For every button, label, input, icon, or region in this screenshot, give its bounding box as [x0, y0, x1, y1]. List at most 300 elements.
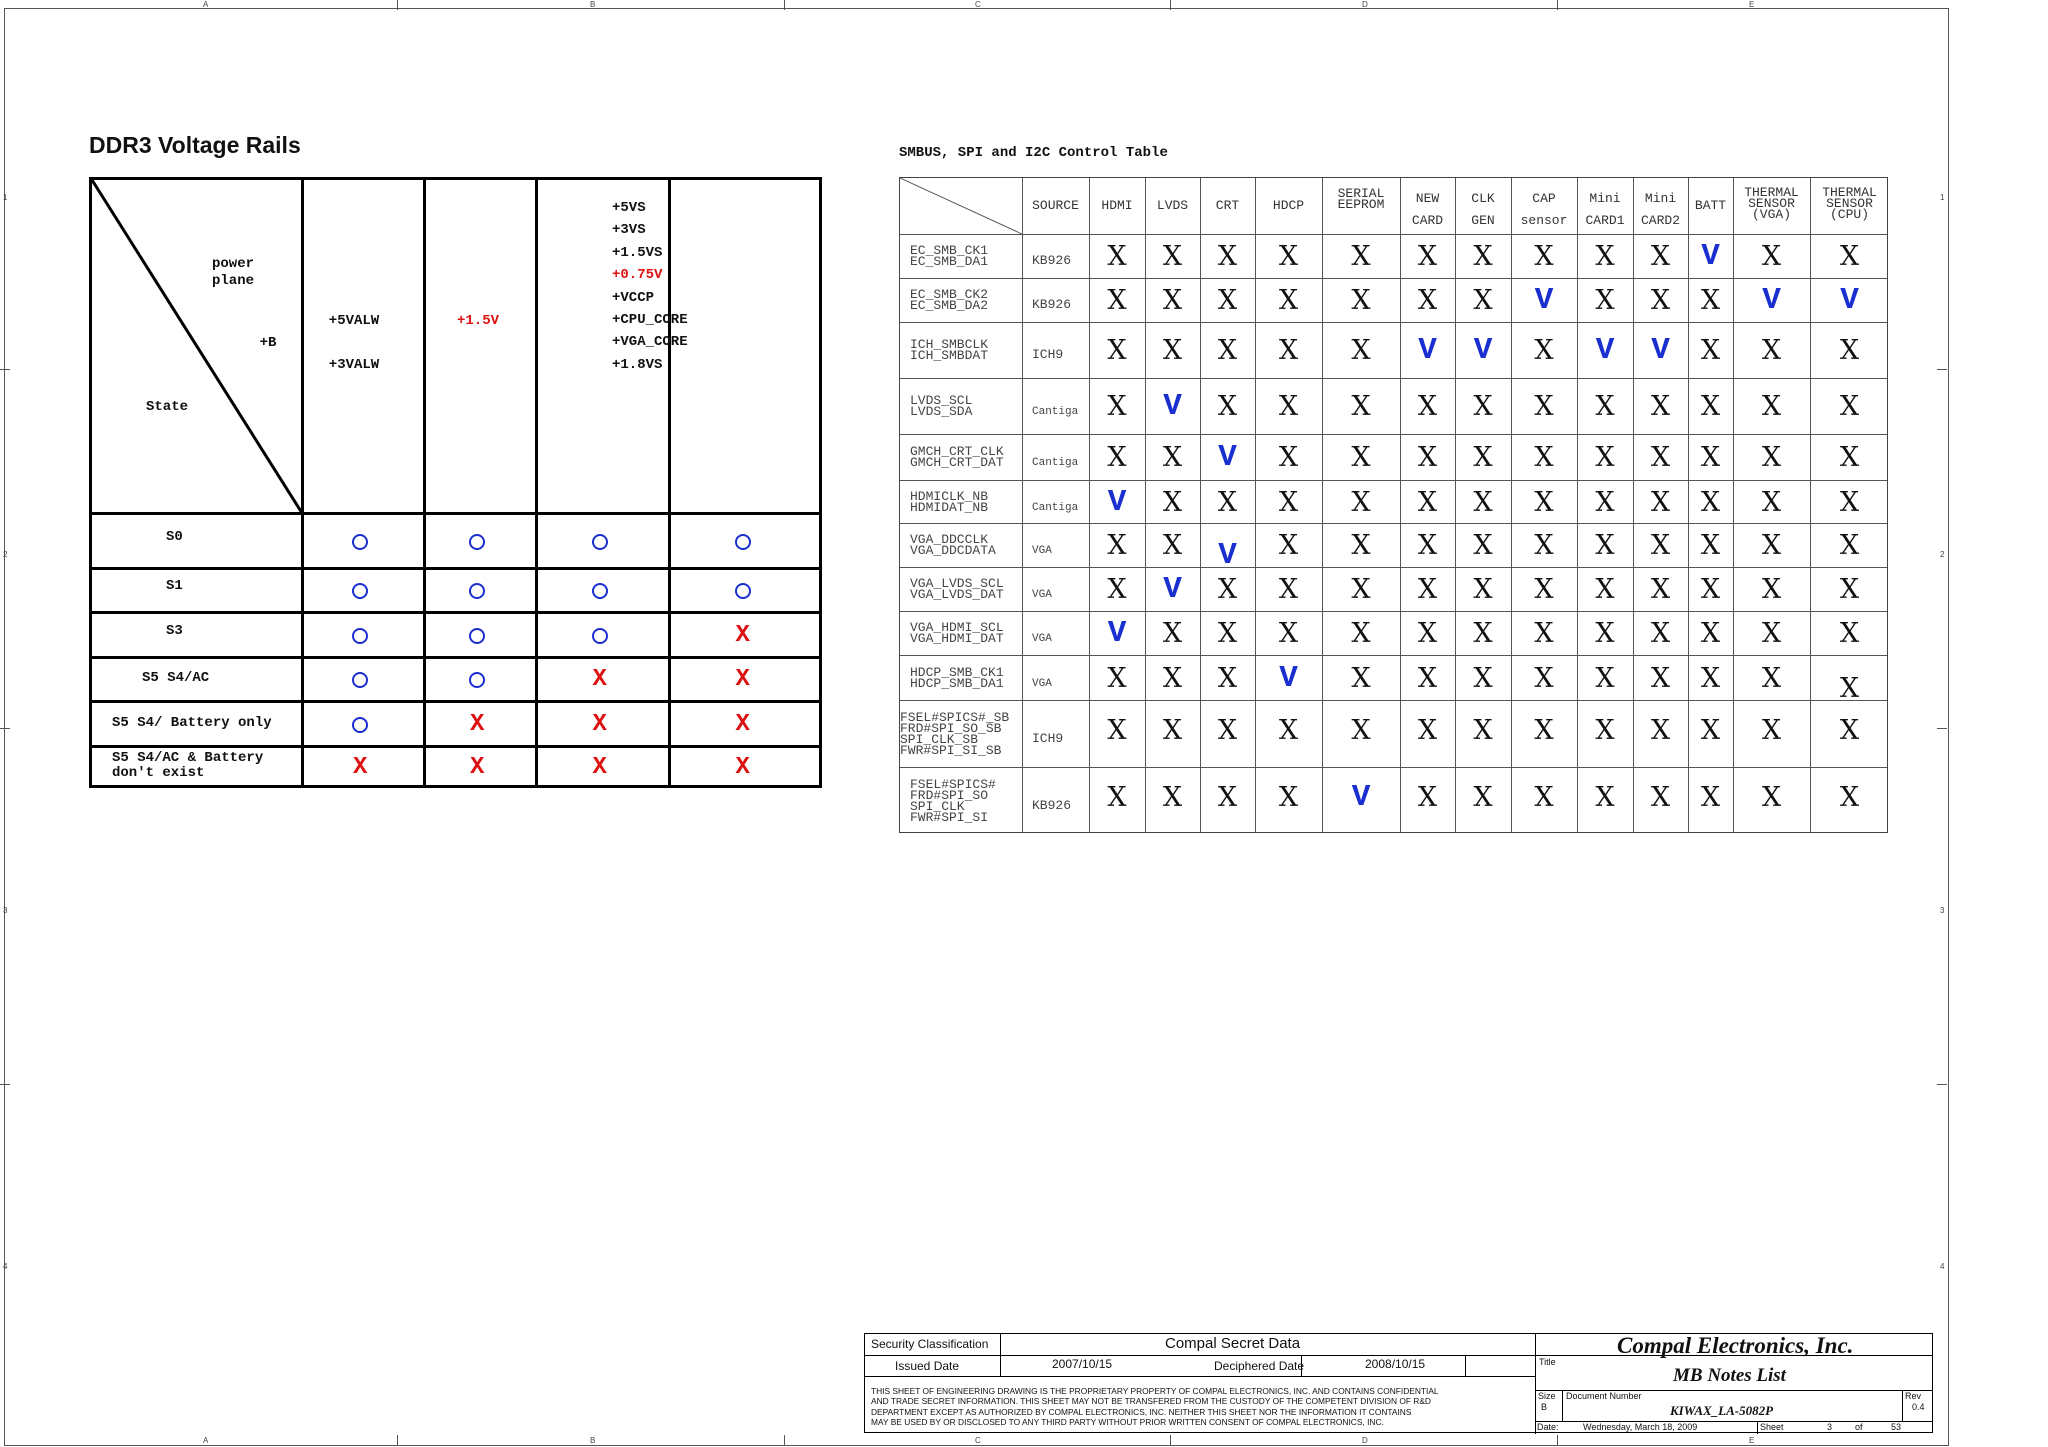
disabled-mark: X — [1595, 285, 1615, 316]
disabled-mark: X — [1700, 442, 1721, 473]
disabled-mark: X — [1473, 618, 1493, 649]
rail-off-marker: X — [592, 754, 607, 781]
enabled-mark: V — [1107, 484, 1127, 520]
disabled-mark: X — [1351, 335, 1371, 366]
rail-off-marker: X — [735, 621, 750, 649]
signal-name: HDCP_SMB_CK1 HDCP_SMB_DA1 — [910, 664, 1004, 691]
disabled-mark: X — [1761, 574, 1782, 605]
disabled-mark: X — [1473, 391, 1493, 422]
disabled-mark: X — [1534, 530, 1554, 561]
disabled-mark: X — [1839, 714, 1860, 746]
rail-on-marker — [352, 672, 368, 688]
disabled-mark: X — [1700, 618, 1721, 649]
disabled-mark: X — [1162, 714, 1183, 746]
security-value: Compal Secret Data — [1165, 1335, 1301, 1352]
smbus-title: SMBUS, SPI and I2C Control Table — [899, 145, 1168, 161]
column-divider — [1022, 178, 1023, 832]
of-label: of — [1855, 1422, 1863, 1432]
zone-row-label: 3 — [1940, 906, 1945, 915]
zone-tick — [0, 369, 10, 370]
disabled-mark: X — [1534, 574, 1554, 605]
enabled-mark: V — [1762, 283, 1781, 318]
disabled-mark: X — [1761, 241, 1782, 272]
disabled-mark: X — [1650, 714, 1671, 746]
signal-name: FSEL#SPICS#_SB FRD#SPI_SO_SB SPI_CLK_SB FWR#SPI_SI_SB — [900, 709, 1010, 758]
rail-off-marker: X — [735, 666, 750, 693]
disabled-mark: X — [1473, 662, 1493, 694]
zone-row-label: 4 — [3, 1262, 8, 1271]
disabled-mark: X — [1278, 574, 1299, 605]
rail-off-marker: X — [470, 710, 485, 738]
disabled-mark: X — [1595, 391, 1615, 422]
disabled-mark: X — [1217, 486, 1238, 518]
disabled-mark: X — [1217, 714, 1238, 746]
column-header: SERIAL EEPROM — [1337, 186, 1385, 212]
disabled-mark: X — [1417, 714, 1438, 746]
disabled-mark: X — [1534, 335, 1554, 366]
zone-row-label: 1 — [3, 193, 8, 202]
zone-col-label: E — [1749, 1436, 1755, 1445]
disabled-mark: X — [1278, 714, 1299, 746]
row-divider — [92, 656, 819, 659]
rev-label: Rev — [1905, 1391, 1922, 1401]
row-divider — [900, 322, 1887, 323]
disabled-mark: X — [1761, 618, 1782, 649]
zone-tick — [1170, 0, 1171, 10]
column-divider — [1400, 178, 1401, 832]
power-plane-label: power plane — [212, 256, 255, 289]
disabled-mark: X — [1473, 574, 1493, 605]
disabled-mark: X — [1761, 335, 1782, 366]
document-number: KIWAX_LA-5082P — [1670, 1403, 1774, 1418]
zone-tick — [0, 728, 10, 729]
disabled-mark: X — [1650, 391, 1671, 422]
disabled-mark: X — [1351, 618, 1371, 649]
zone-row-label: 1 — [1940, 193, 1945, 202]
column-header-line: +1.8VS — [612, 356, 663, 373]
signal-source: VGA — [1032, 677, 1052, 690]
enabled-mark: V — [1473, 333, 1493, 368]
zone-col-label: C — [975, 0, 981, 9]
size-label: Size — [1538, 1391, 1556, 1401]
state-row-label: S5 S4/AC & Battery don't exist — [112, 750, 264, 781]
zone-tick — [397, 1435, 398, 1445]
rail-off-marker: X — [470, 754, 485, 781]
column-divider — [1577, 178, 1578, 832]
zone-tick — [784, 1435, 785, 1445]
row-divider — [900, 767, 1887, 768]
zone-tick — [1557, 1435, 1558, 1445]
signal-source: ICH9 — [1032, 347, 1064, 362]
disabled-mark: X — [1650, 486, 1671, 518]
signal-source: KB926 — [1032, 297, 1072, 312]
disabled-mark: X — [1278, 530, 1299, 561]
rev-value: 0.4 — [1912, 1402, 1925, 1412]
rail-off-marker: X — [592, 666, 607, 693]
disabled-mark: X — [1761, 486, 1782, 518]
column-divider — [1322, 178, 1323, 832]
disabled-mark: X — [1162, 781, 1183, 813]
disabled-mark: X — [1351, 530, 1371, 561]
column-divider — [1733, 178, 1734, 832]
disabled-mark: X — [1417, 241, 1438, 272]
rail-on-marker — [352, 717, 368, 733]
size-value: B — [1541, 1402, 1548, 1412]
disabled-mark: X — [1839, 442, 1860, 473]
disabled-mark: X — [1839, 781, 1860, 813]
disabled-mark: X — [1595, 618, 1615, 649]
enabled-mark: V — [1595, 333, 1615, 368]
enabled-mark: V — [1107, 616, 1127, 651]
zone-col-label: A — [203, 1436, 209, 1445]
disabled-mark: X — [1650, 530, 1671, 561]
disabled-mark: X — [1417, 391, 1438, 422]
disabled-mark: X — [1595, 714, 1615, 746]
disabled-mark: X — [1700, 574, 1721, 605]
signal-source: VGA — [1032, 545, 1052, 557]
column-header-line: +0.75V — [612, 267, 663, 284]
enabled-mark: V — [1279, 660, 1298, 696]
row-divider — [92, 700, 819, 703]
corner-diagonal — [900, 178, 1022, 234]
disabled-mark: X — [1278, 285, 1299, 316]
zone-tick — [784, 0, 785, 10]
rail-off-marker: X — [735, 754, 750, 781]
signal-name: FSEL#SPICS# FRD#SPI_SO SPI_CLK FWR#SPI_SI — [910, 776, 996, 825]
disabled-mark: X — [1351, 285, 1371, 316]
column-divider — [423, 180, 426, 785]
rail-off-marker: X — [735, 710, 750, 738]
disabled-mark: X — [1700, 486, 1721, 518]
signal-source: KB926 — [1032, 253, 1072, 268]
enabled-mark: V — [1701, 239, 1720, 274]
zone-tick — [1937, 728, 1947, 729]
title-label: Title — [1539, 1357, 1556, 1367]
signal-name: GMCH_CRT_CLK GMCH_CRT_DAT — [910, 444, 1004, 470]
disabled-mark: X — [1534, 391, 1554, 422]
disabled-mark: X — [1107, 781, 1127, 813]
row-divider — [92, 611, 819, 614]
row-divider — [900, 567, 1887, 568]
signal-name: HDMICLK_NB HDMIDAT_NB — [910, 488, 989, 515]
disabled-mark: X — [1217, 618, 1238, 649]
sheet-label: Sheet — [1760, 1422, 1784, 1432]
disabled-mark: X — [1700, 781, 1721, 813]
row-divider — [900, 655, 1887, 656]
zone-tick — [1937, 1084, 1947, 1085]
zone-row-label: 2 — [1940, 550, 1945, 559]
disabled-mark: X — [1107, 714, 1127, 746]
disabled-mark: X — [1650, 241, 1671, 272]
disabled-mark: X — [1217, 335, 1238, 366]
column-divider — [1089, 178, 1090, 832]
column-header-line: +3VS — [612, 222, 646, 239]
disabled-mark: X — [1162, 618, 1183, 649]
disabled-mark: X — [1595, 241, 1615, 272]
disabled-mark: X — [1107, 574, 1127, 605]
disabled-mark: X — [1473, 442, 1493, 473]
enabled-mark: V — [1218, 440, 1237, 475]
column-header-line: +VGA_CORE — [612, 334, 688, 351]
column-divider — [1810, 178, 1811, 832]
rail-off-marker: X — [592, 710, 607, 738]
disabled-mark: X — [1351, 241, 1371, 272]
enabled-mark: V — [1418, 333, 1437, 368]
column-header: HDCP — [1272, 198, 1305, 213]
signal-name: EC_SMB_CK1 EC_SMB_DA1 — [910, 243, 989, 269]
disabled-mark: X — [1700, 714, 1721, 746]
disabled-mark: X — [1162, 530, 1183, 561]
ddr3-voltage-table — [89, 177, 822, 788]
rail-on-marker — [469, 628, 485, 644]
signal-source: VGA — [1032, 589, 1052, 601]
disabled-mark: X — [1107, 285, 1127, 316]
disabled-mark: X — [1417, 442, 1438, 473]
disabled-mark: X — [1417, 530, 1438, 561]
disabled-mark: X — [1595, 486, 1615, 518]
title-block — [864, 1333, 1933, 1433]
disabled-mark: X — [1217, 574, 1238, 605]
disabled-mark: X — [1761, 714, 1782, 746]
row-divider — [92, 567, 819, 570]
disabled-mark: X — [1417, 781, 1438, 813]
column-header: BATT — [1694, 198, 1727, 213]
disabled-mark: X — [1107, 442, 1127, 473]
disabled-mark: X — [1534, 781, 1554, 813]
row-divider — [900, 480, 1887, 481]
rail-on-marker — [592, 534, 608, 550]
disabled-mark: X — [1473, 781, 1493, 813]
disabled-mark: X — [1162, 442, 1183, 473]
rail-on-marker — [352, 534, 368, 550]
disabled-mark: X — [1595, 662, 1615, 694]
column-divider — [535, 180, 538, 785]
row-divider — [900, 234, 1887, 235]
disabled-mark: X — [1534, 662, 1554, 694]
rail-on-marker — [469, 672, 485, 688]
column-header-line: +1.5V — [457, 313, 500, 329]
zone-row-label: 2 — [3, 550, 8, 559]
signal-name: LVDS_SCL LVDS_SDA — [910, 393, 973, 419]
date-value: Wednesday, March 18, 2009 — [1583, 1422, 1698, 1432]
disabled-mark: X — [1839, 618, 1860, 649]
disabled-mark: X — [1278, 391, 1299, 422]
disabled-mark: X — [1217, 391, 1238, 422]
disabled-mark: X — [1761, 530, 1782, 561]
disabled-mark: X — [1700, 285, 1721, 316]
column-header: NEW CARD — [1411, 191, 1444, 228]
signal-name: VGA_HDMI_SCL VGA_HDMI_DAT — [910, 620, 1004, 646]
enabled-mark: V — [1163, 389, 1182, 424]
disabled-mark: X — [1839, 530, 1860, 561]
disabled-mark: X — [1650, 781, 1671, 813]
signal-name: EC_SMB_CK2 EC_SMB_DA2 — [910, 287, 989, 313]
disabled-mark: X — [1700, 335, 1721, 366]
rail-on-marker — [352, 628, 368, 644]
zone-tick — [397, 0, 398, 10]
disabled-mark: X — [1278, 442, 1299, 473]
disabled-mark: X — [1162, 486, 1183, 518]
zone-col-label: E — [1749, 0, 1755, 9]
column-header: LVDS — [1156, 198, 1189, 213]
signal-source: ICH9 — [1032, 730, 1064, 746]
zone-row-label: 4 — [1940, 1262, 1945, 1271]
disabled-mark: X — [1417, 285, 1438, 316]
disabled-mark: X — [1417, 662, 1438, 694]
zone-tick — [1937, 369, 1947, 370]
deciphered-value: 2008/10/15 — [1365, 1357, 1426, 1371]
column-header: HDMI — [1101, 198, 1133, 213]
row-divider — [900, 378, 1887, 379]
row-divider — [900, 434, 1887, 435]
disabled-mark: X — [1650, 574, 1671, 605]
disabled-mark: X — [1351, 486, 1371, 518]
disabled-mark: X — [1839, 391, 1860, 422]
rail-on-marker — [469, 534, 485, 550]
zone-col-label: B — [590, 1436, 596, 1445]
disabled-mark: X — [1217, 285, 1238, 316]
rail-on-marker — [469, 583, 485, 599]
rail-on-marker — [592, 583, 608, 599]
column-header-line: +B — [259, 335, 277, 351]
column-divider — [1633, 178, 1634, 832]
enabled-mark: V — [1351, 779, 1371, 815]
disabled-mark: X — [1650, 285, 1671, 316]
column-divider — [1200, 178, 1201, 832]
disabled-mark: X — [1534, 442, 1554, 473]
legal-notice: THIS SHEET OF ENGINEERING DRAWING IS THE PROPRIETARY PROPERTY OF COMPAL ELECTRONICS, INC. AND CONTAINS CONFIDENTIAL AND TRADE SECRET INFORMATION. THIS SHEET MAY NOT BE TRANSFERED FROM THE CUSTODY OF THE COMPETENT DIVISION OF R&D DEPARTMENT EXCEPT AS AUTHORIZED BY COMPAL ELECTRONICS, INC. NEITHER THIS SHEET NOR THE INFORMATION IT CONTAINS MAY BE USED BY OR DISCLOSED TO ANY THIRD PARTY WITHOUT PRIOR WRITTEN CONSENT OF COMPAL ELECTRONICS, INC. — [871, 1386, 1439, 1428]
disabled-mark: X — [1700, 662, 1721, 694]
signal-source: Cantiga — [1032, 406, 1079, 418]
rail-off-marker: X — [353, 754, 368, 781]
disabled-mark: X — [1595, 442, 1615, 473]
zone-col-label: D — [1362, 1436, 1368, 1445]
disabled-mark: X — [1473, 285, 1493, 316]
enabled-mark: V — [1218, 538, 1237, 573]
disabled-mark: X — [1761, 662, 1782, 694]
enabled-mark: V — [1163, 572, 1182, 607]
date-label: Date: — [1537, 1422, 1559, 1432]
column-header: CLK GEN — [1471, 191, 1495, 228]
disabled-mark: X — [1595, 530, 1615, 561]
disabled-mark: X — [1473, 241, 1493, 272]
rail-on-marker — [735, 534, 751, 550]
column-header: CAP sensor — [1520, 191, 1568, 228]
disabled-mark: X — [1839, 672, 1860, 704]
zone-col-label: B — [590, 0, 596, 9]
disabled-mark: X — [1839, 574, 1860, 605]
ddr3-title: DDR3 Voltage Rails — [89, 132, 301, 158]
disabled-mark: X — [1162, 241, 1183, 272]
column-header: SOURCE — [1032, 198, 1079, 213]
state-label: State — [146, 399, 189, 415]
issued-label: Issued Date — [895, 1359, 960, 1373]
disabled-mark: X — [1534, 241, 1554, 272]
row-divider — [92, 745, 819, 748]
rail-on-marker — [735, 583, 751, 599]
disabled-mark: X — [1278, 618, 1299, 649]
disabled-mark: X — [1107, 335, 1127, 366]
disabled-mark: X — [1107, 530, 1127, 561]
disabled-mark: X — [1217, 781, 1238, 813]
disabled-mark: X — [1278, 486, 1299, 518]
signal-name: VGA_LVDS_SCL VGA_LVDS_DAT — [910, 576, 1004, 602]
disabled-mark: X — [1107, 662, 1127, 694]
disabled-mark: X — [1162, 662, 1183, 694]
signal-source: VGA — [1032, 633, 1052, 645]
issued-value: 2007/10/15 — [1052, 1357, 1113, 1371]
zone-col-label: A — [203, 0, 209, 9]
disabled-mark: X — [1595, 781, 1615, 813]
disabled-mark: X — [1473, 714, 1493, 746]
disabled-mark: X — [1595, 574, 1615, 605]
state-row-label: S0 — [166, 528, 183, 545]
disabled-mark: X — [1761, 442, 1782, 473]
disabled-mark: X — [1700, 530, 1721, 561]
disabled-mark: X — [1839, 335, 1860, 366]
disabled-mark: X — [1162, 285, 1183, 316]
row-divider — [900, 611, 1887, 612]
disabled-mark: X — [1761, 781, 1782, 813]
disabled-mark: X — [1534, 618, 1554, 649]
rail-on-marker — [592, 628, 608, 644]
disabled-mark: X — [1351, 662, 1371, 694]
zone-tick — [0, 1084, 10, 1085]
zone-col-label: D — [1362, 0, 1368, 9]
column-header-line: +5VS — [612, 200, 646, 216]
disabled-mark: X — [1217, 241, 1238, 272]
column-header: Mini CARD2 — [1640, 191, 1680, 228]
disabled-mark: X — [1473, 530, 1493, 561]
disabled-mark: X — [1162, 335, 1183, 366]
column-header-line: +1.5VS — [612, 244, 663, 261]
disabled-mark: X — [1534, 714, 1554, 746]
column-divider — [1255, 178, 1256, 832]
company-name: Compal Electronics, Inc. — [1617, 1333, 1854, 1358]
disabled-mark: X — [1417, 618, 1438, 649]
enabled-mark: V — [1534, 283, 1554, 318]
disabled-mark: X — [1417, 486, 1438, 518]
disabled-mark: X — [1217, 662, 1238, 694]
disabled-mark: X — [1650, 662, 1671, 694]
disabled-mark: X — [1278, 241, 1299, 272]
state-row-label: S5 S4/ Battery only — [112, 714, 272, 731]
row-divider — [900, 523, 1887, 524]
state-row-label: S3 — [166, 622, 183, 639]
state-row-label: S1 — [166, 578, 183, 594]
column-divider — [1455, 178, 1456, 832]
column-header-line: +VCCP — [612, 289, 655, 306]
disabled-mark: X — [1351, 442, 1371, 473]
disabled-mark: X — [1278, 781, 1299, 813]
disabled-mark: X — [1107, 391, 1127, 422]
docnum-label: Document Number — [1566, 1391, 1642, 1401]
signal-name: VGA_DDCCLK VGA_DDCDATA — [910, 532, 996, 558]
zone-col-label: C — [975, 1436, 981, 1445]
disabled-mark: X — [1351, 574, 1371, 605]
column-header-line: +5VALW — [328, 313, 380, 329]
enabled-mark: V — [1840, 283, 1859, 318]
smbus-control-table — [899, 177, 1888, 833]
zone-tick — [1557, 0, 1558, 10]
state-row-label: S5 S4/AC — [142, 670, 210, 686]
disabled-mark: X — [1700, 391, 1721, 422]
disabled-mark: X — [1839, 241, 1860, 272]
rail-on-marker — [352, 583, 368, 599]
disabled-mark: X — [1839, 486, 1860, 518]
signal-source: Cantiga — [1032, 501, 1079, 514]
sheet-title: MB Notes List — [1673, 1365, 1786, 1386]
